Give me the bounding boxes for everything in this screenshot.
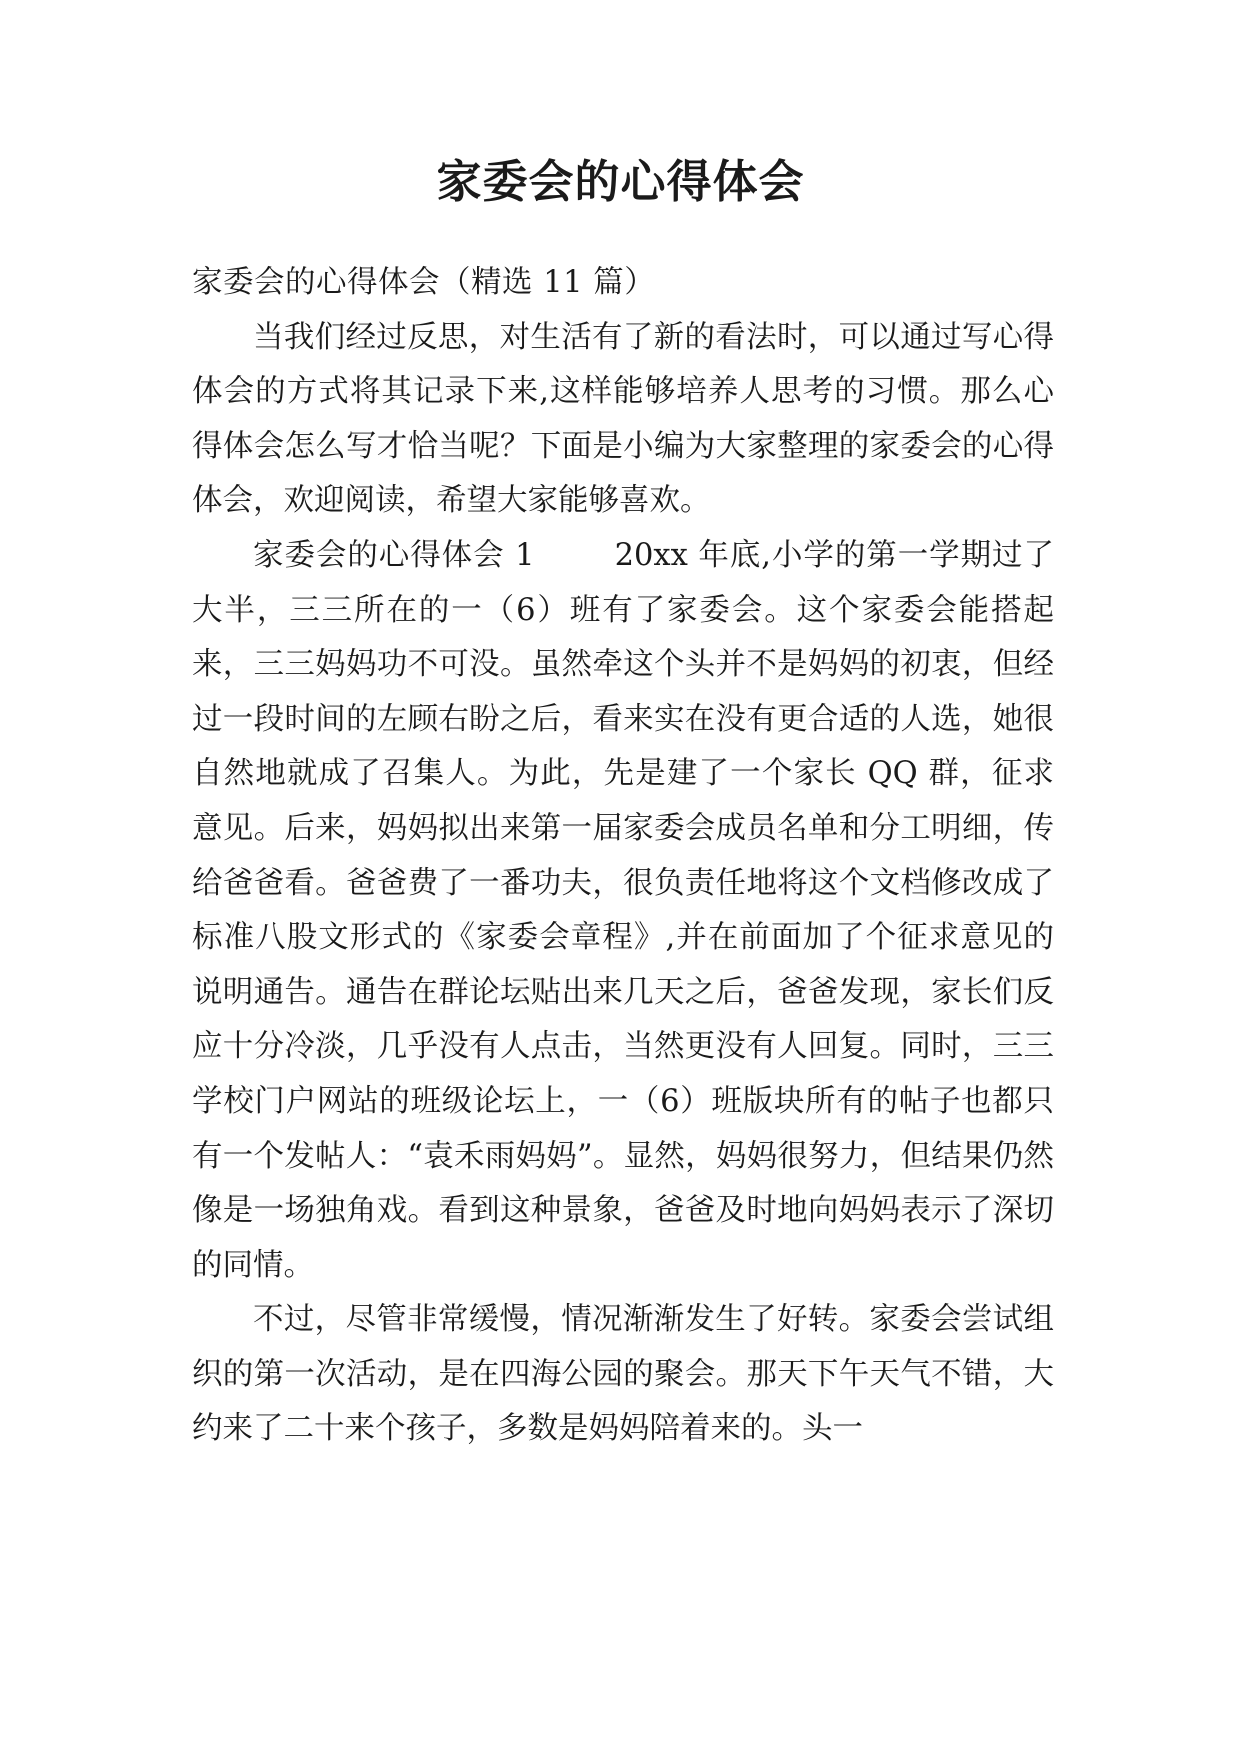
section1-heading: 家委会的心得体会 1 <box>253 537 535 573</box>
section1-paragraph <box>192 529 1054 1293</box>
document-body <box>192 256 1054 1457</box>
section1-body: 20xx 年底,小学的第一学期过了大半，三三所在的一（6）班有了家委会。这个家委会能搭起来，三三妈妈功不可没。虽然牵这个头并不是妈妈的初衷，但经过一段时间的左顾右盼之后，看来实在没有更合适的人选，她很自然地就成了召集人。为此，先是建了一个家长 QQ 群，征求意见。后来，妈妈拟出来第一届家委会成员名单和分工明细，传给爸爸看。爸爸费了一番功夫，很负责任地将这个文档修改成了标准八股文形式的《家委会章程》,并在前面加了个征求意见的说明通告。通告在群论坛贴出来几天之后，爸爸发现，家长们反应十分冷淡，几乎没有人点击，当然更没有人回复。同时，三三学校门户网站的班级论坛上，一（6）班版块所有的帖子也都只有一个发帖人：“袁禾雨妈妈”。显然，妈妈很努力，但结果仍然像是一场独角戏。看到这种景象，爸爸及时地向妈妈表示了深切的同情。 <box>192 537 1054 1283</box>
intro-paragraph: 当我们经过反思，对生活有了新的看法时，可以通过写心得体会的方式将其记录下来,这样能够培养人思考的习惯。那么心得体会怎么写才恰当呢？下面是小编为大家整理的家委会的心得体会，欢迎阅读，希望大家能够喜欢。 <box>192 319 1054 519</box>
paragraph-3: 不过，尽管非常缓慢，情况渐渐发生了好转。家委会尝试组织的第一次活动，是在四海公园的聚会。那天下午天气不错，大约来了二十来个孩子，多数是妈妈陪着来的。头一 <box>192 1302 1054 1447</box>
document-title: 家委会的心得体会 <box>436 155 805 208</box>
document-subtitle: 家委会的心得体会（精选 11 篇） <box>192 265 656 300</box>
